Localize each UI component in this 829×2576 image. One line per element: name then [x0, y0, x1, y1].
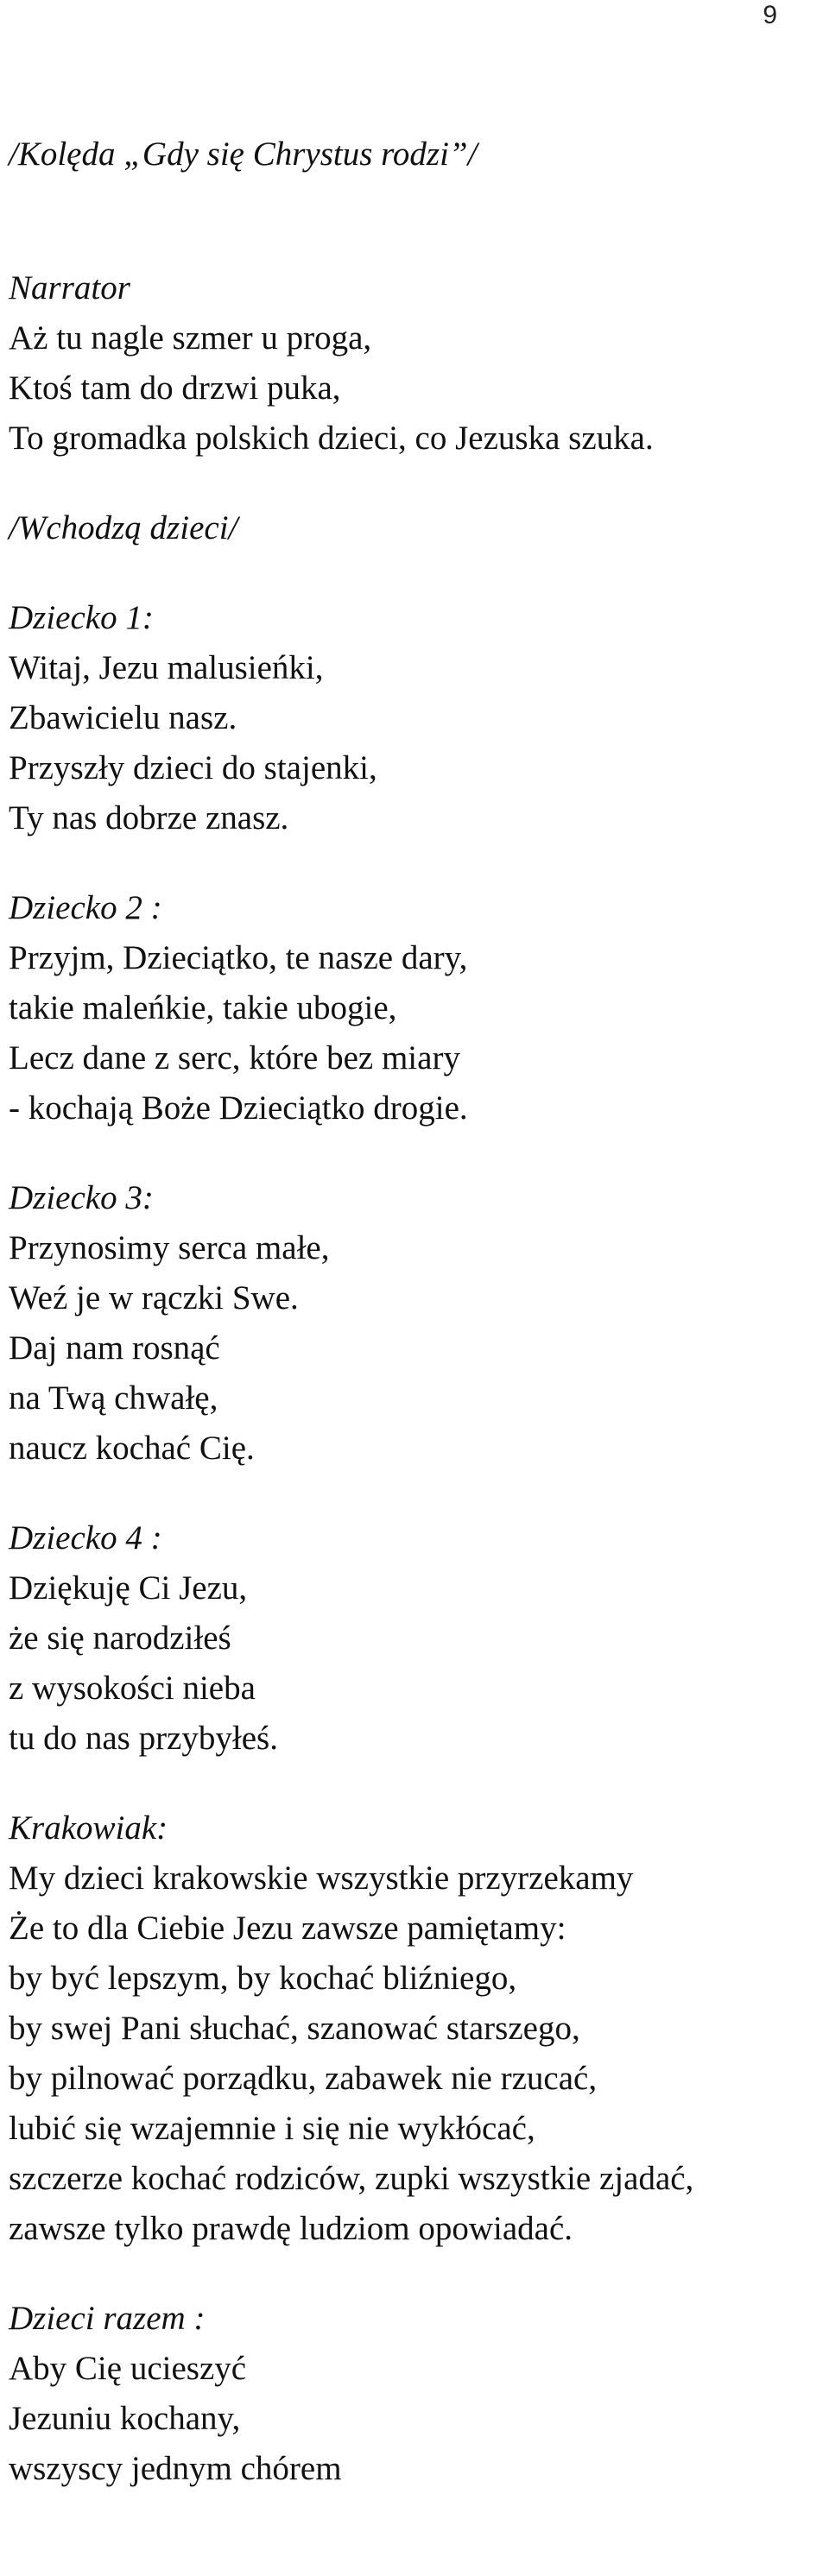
verse-line: Że to dla Ciebie Jezu zawsze pamiętamy:: [9, 1910, 566, 1947]
page-number: 9: [763, 1, 777, 29]
speaker-krakowiak: Krakowiak:: [9, 1809, 168, 1847]
stage-direction: /Wchodzą dzieci/: [9, 509, 238, 546]
speaker-child-4: Dziecko 4 :: [9, 1519, 162, 1556]
verse-line: szczerze kochać rodziców, zupki wszystkie zjadać,: [9, 2160, 694, 2197]
narrator-section: [9, 263, 812, 464]
child1-section: [9, 593, 812, 843]
carol-title: /Kolęda „Gdy się Chrystus rodzi”/: [9, 136, 478, 173]
krakowiak-section: [9, 1803, 812, 2254]
verse-line: Przyszły dzieci do stajenki,: [9, 749, 377, 786]
speaker-children-together: Dzieci razem :: [9, 2300, 206, 2337]
verse-line: My dzieci krakowskie wszystkie przyrzekamy: [9, 1859, 634, 1897]
verse-line: Daj nam rosnąć: [9, 1329, 220, 1367]
verse-line: Weź je w rączki Swe.: [9, 1279, 299, 1316]
verse-line: Witaj, Jezu malusieńki,: [9, 649, 324, 686]
verse-line: Przyjm, Dzieciątko, te nasze dary,: [9, 939, 468, 976]
verse-line: wszyscy jednym chórem: [9, 2450, 342, 2487]
together-section: [9, 2294, 812, 2494]
verse-line: Dziękuję Ci Jezu,: [9, 1569, 248, 1607]
child2-section: [9, 883, 812, 1133]
verse-line: To gromadka polskich dzieci, co Jezuska szuka.: [9, 420, 654, 457]
verse-line: Jezuniu kochany,: [9, 2400, 241, 2437]
page-content: [9, 129, 812, 2534]
verse-line: Zbawicielu nasz.: [9, 699, 237, 736]
speaker-child-2: Dziecko 2 :: [9, 889, 162, 926]
verse-line: by być lepszym, by kochać bliźniego,: [9, 1960, 517, 1997]
verse-line: - kochają Boże Dzieciątko drogie.: [9, 1089, 468, 1127]
speaker-narrator: Narrator: [9, 269, 130, 306]
verse-line: zawsze tylko prawdę ludziom opowiadać.: [9, 2210, 573, 2247]
child4-section: [9, 1513, 812, 1764]
verse-line: na Twą chwałę,: [9, 1380, 218, 1417]
verse-line: że się narodziłeś: [9, 1619, 231, 1657]
speaker-child-1: Dziecko 1:: [9, 599, 154, 636]
verse-line: tu do nas przybyłeś.: [9, 1720, 278, 1757]
verse-line: by swej Pani słuchać, szanować starszego,: [9, 2010, 580, 2047]
speaker-child-3: Dziecko 3:: [9, 1179, 154, 1216]
verse-line: Aż tu nagle szmer u proga,: [9, 319, 372, 357]
verse-line: lubić się wzajemnie i się nie wykłócać,: [9, 2110, 535, 2147]
verse-line: by pilnować porządku, zabawek nie rzucać,: [9, 2060, 598, 2097]
verse-line: Przynosimy serca małe,: [9, 1229, 330, 1266]
verse-line: takie maleńkie, takie ubogie,: [9, 989, 397, 1026]
verse-line: naucz kochać Cię.: [9, 1430, 255, 1467]
verse-line: Aby Cię ucieszyć: [9, 2350, 247, 2387]
child3-section: [9, 1173, 812, 1474]
verse-line: z wysokości nieba: [9, 1670, 256, 1707]
verse-line: Lecz dane z serc, które bez miary: [9, 1039, 460, 1076]
verse-line: Ktoś tam do drzwi puka,: [9, 369, 341, 407]
verse-line: Ty nas dobrze znasz.: [9, 799, 289, 837]
